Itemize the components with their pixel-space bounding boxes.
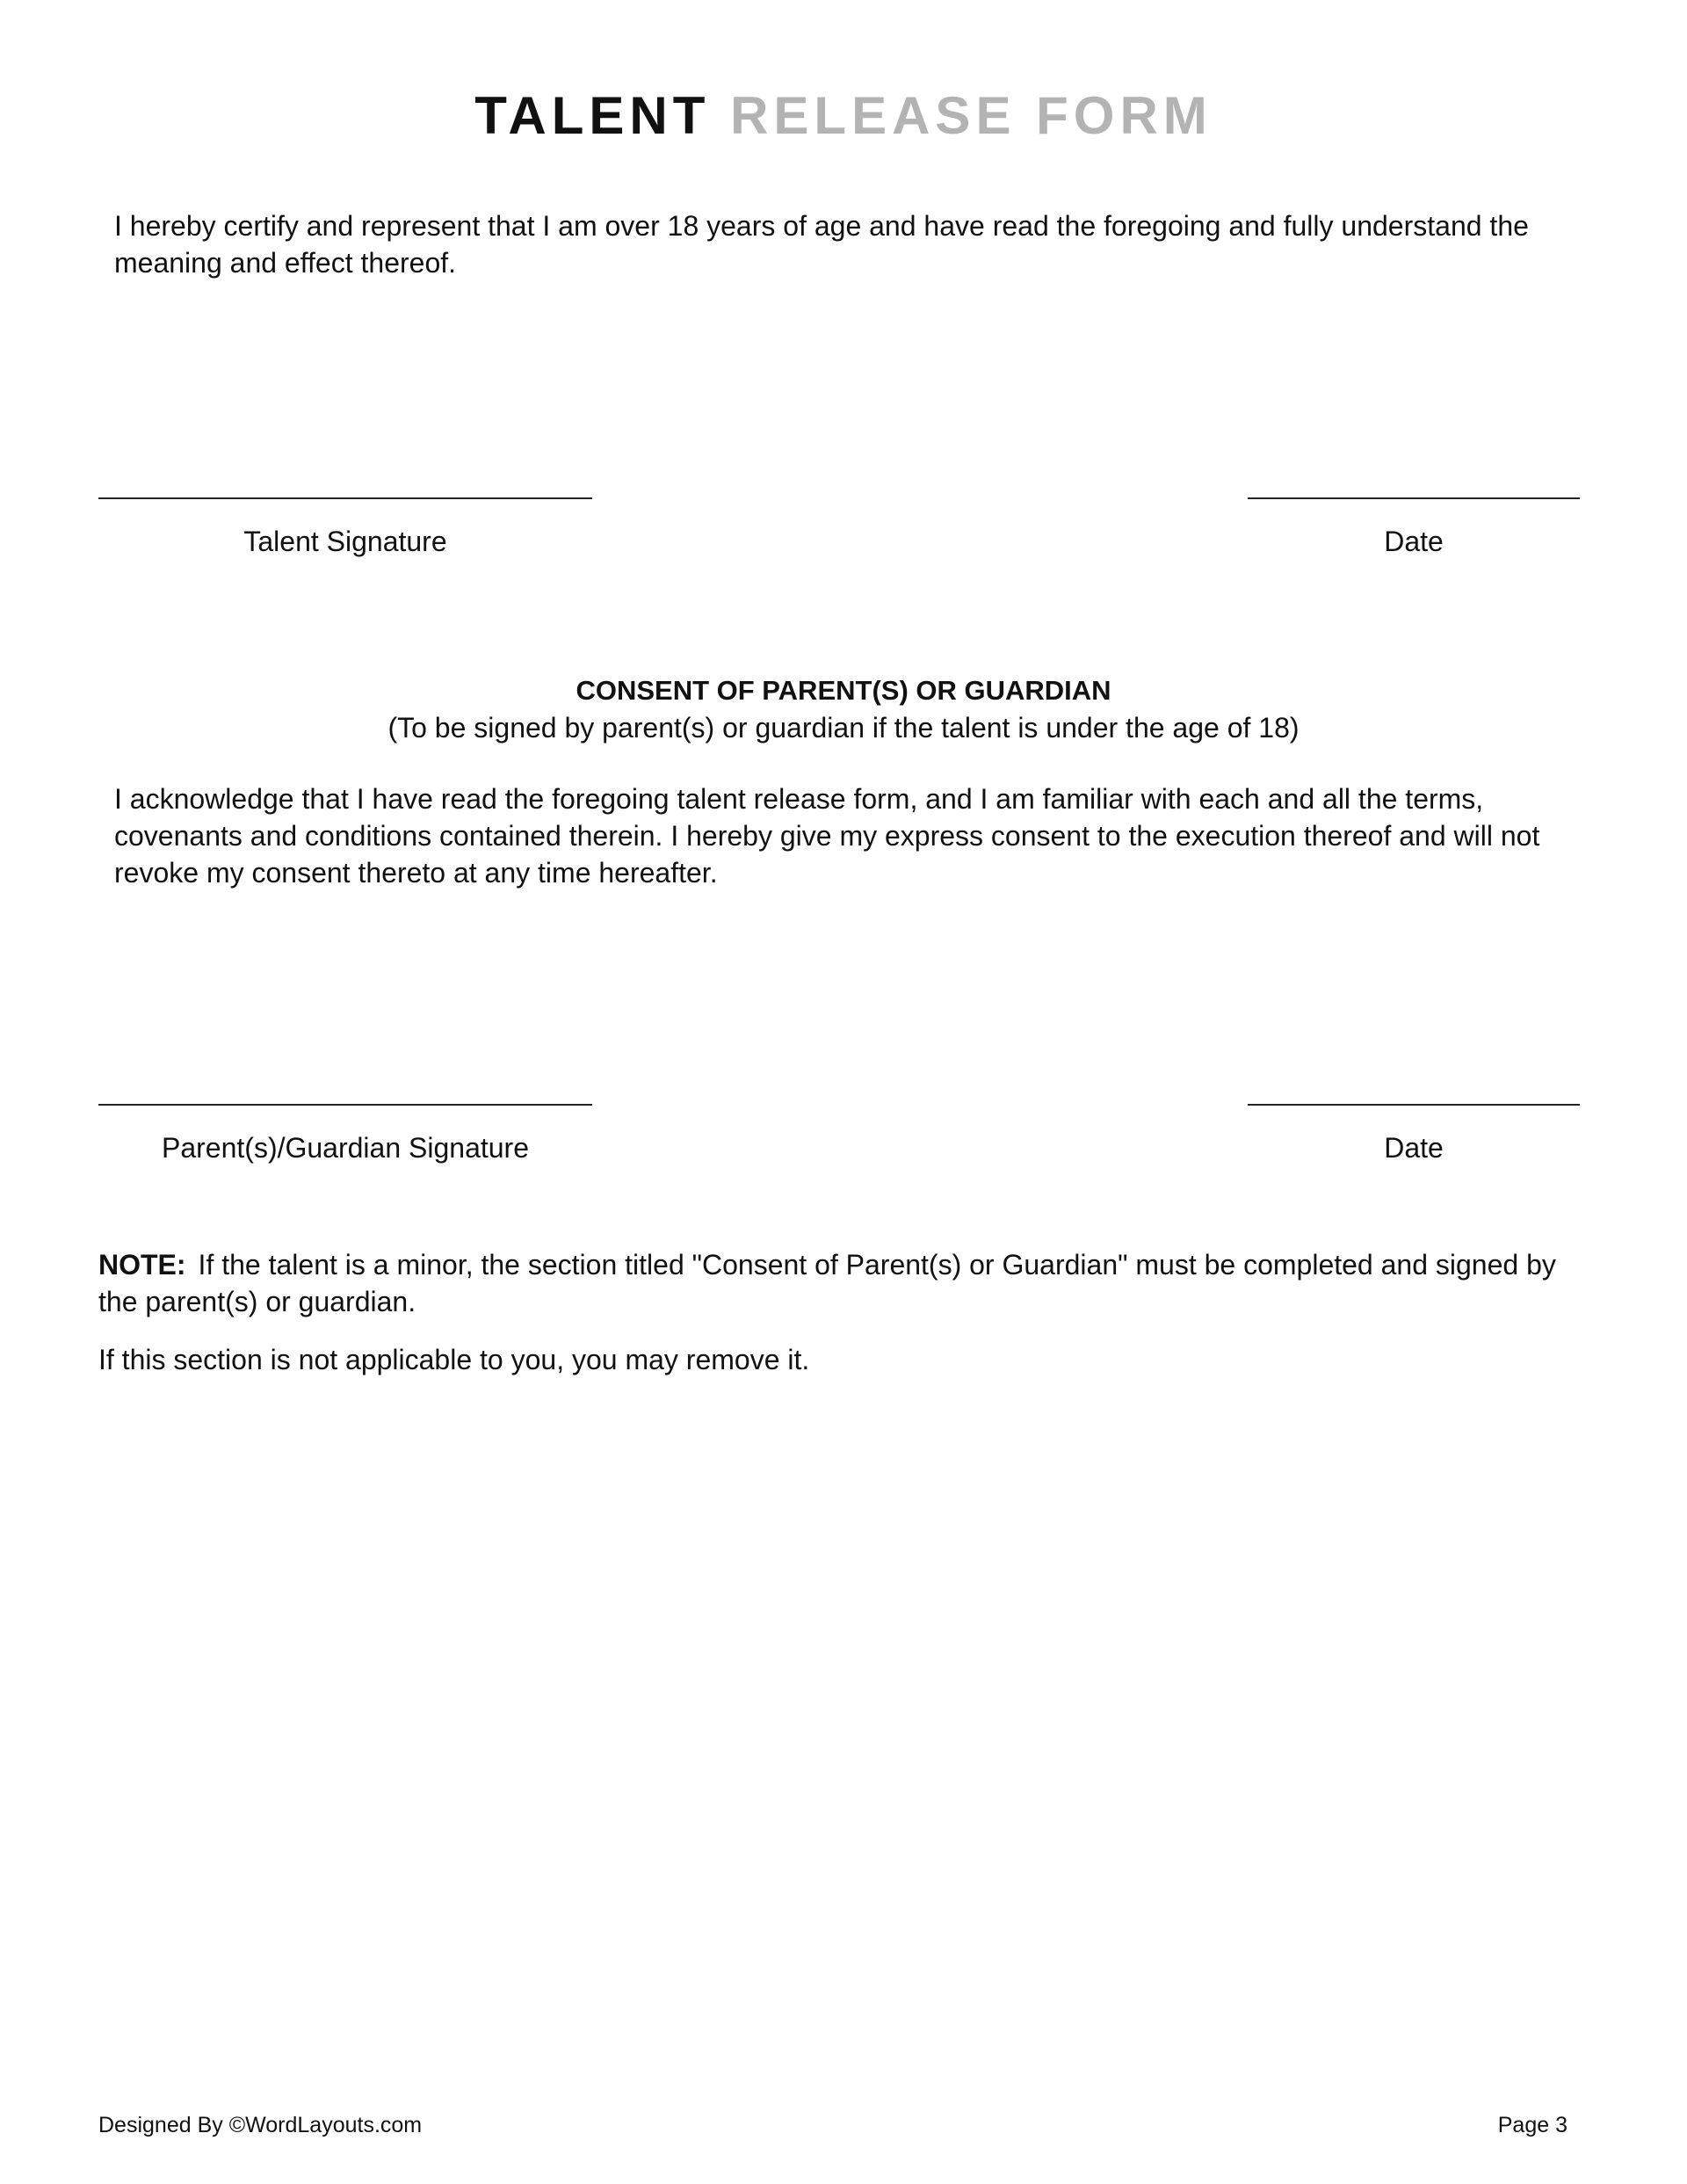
title-dark-part: TALENT: [474, 86, 711, 145]
consent-heading: CONSENT OF PARENT(S) OR GUARDIAN: [576, 675, 1111, 706]
talent-signature-label: Talent Signature: [243, 526, 447, 557]
removal-note: If this section is not applicable to you, you may remove it.: [98, 1344, 810, 1375]
title-light-part: RELEASE FORM: [730, 86, 1213, 145]
consent-subheading: (To be signed by parent(s) or guardian if the talent is under the age of 18): [387, 712, 1300, 744]
guardian-date-line[interactable]: [1248, 1104, 1580, 1106]
note-text: If the talent is a minor, the section titled "Consent of Parent(s) or Guardian" must be completed and signed by the parent(s) or guardian.: [98, 1249, 1556, 1317]
guardian-signature-label: Parent(s)/Guardian Signature: [162, 1132, 529, 1164]
footer-credit: Designed By ©WordLayouts.com: [98, 2113, 423, 2137]
page-number: Page 3: [1497, 2113, 1568, 2137]
page-title: [0, 84, 1687, 148]
note-label: NOTE:: [98, 1249, 186, 1281]
talent-signature-line[interactable]: [98, 497, 592, 499]
talent-date-line[interactable]: [1248, 497, 1580, 499]
consent-paragraph: I acknowledge that I have read the foregoing talent release form, and I am familiar with each and all the terms, covenants and conditions contained therein. I hereby give my express consent to the execution thereof and will not revoke my consent thereto at any time hereafter.: [114, 783, 1540, 889]
certification-paragraph: I hereby certify and represent that I am over 18 years of age and have read the foregoing and fully understand the meaning and effect thereof.: [114, 210, 1529, 279]
guardian-date-label: Date: [1384, 1132, 1444, 1164]
talent-date-label: Date: [1384, 526, 1444, 557]
guardian-signature-line[interactable]: [98, 1104, 592, 1106]
note-paragraph: [98, 1246, 1592, 1320]
